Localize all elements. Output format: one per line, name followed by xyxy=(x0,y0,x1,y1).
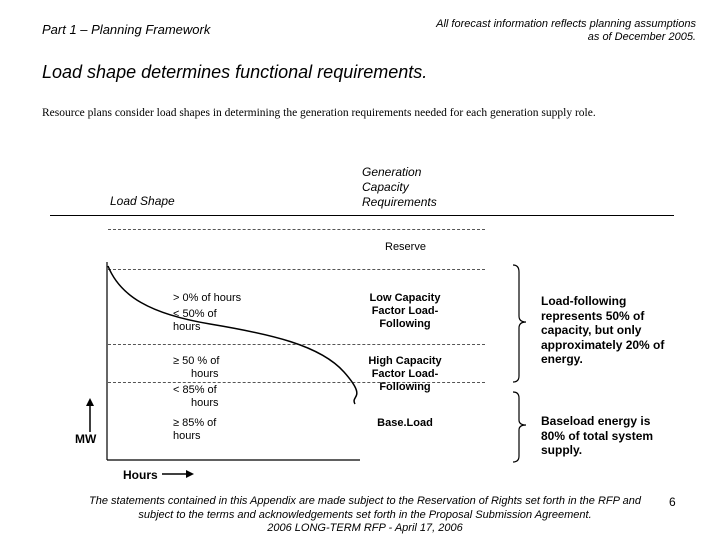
hours-label-line: < 50% of xyxy=(173,308,217,320)
hours-label-line: hours xyxy=(191,368,219,380)
hours-arrow-head xyxy=(186,470,194,478)
hours-label-line: hours xyxy=(173,321,201,333)
hours-label-band-2 xyxy=(173,355,219,410)
section-title: Part 1 – Planning Framework xyxy=(42,22,211,37)
hours-label-line: hours xyxy=(191,397,219,409)
load-shape-column-heading: Load Shape xyxy=(110,194,175,208)
page-headline: Load shape determines functional requirements. xyxy=(42,62,428,82)
load-duration-curve xyxy=(108,266,357,404)
capacity-label-band-1: Low Capacity Factor Load-Following xyxy=(369,292,441,330)
footer-statement: The statements contained in this Appendix are made subject to the Reservation of Rights set forth in the RFP and subject to the terms and acknowledgements set forth in the Proposal Submission Agreement. xyxy=(89,495,641,521)
mw-arrow-head xyxy=(86,398,94,406)
footer-document-id: 2006 LONG-TERM RFP - April 17, 2006 xyxy=(267,522,463,534)
baseload-note: Baseload energy is 80% of total system supply. xyxy=(541,414,654,457)
y-axis-label: MW xyxy=(75,432,97,446)
capacity-label-band-3: Base.Load xyxy=(377,417,433,429)
hours-label-line: > 0% of hours xyxy=(173,292,242,304)
hours-label-band-3 xyxy=(173,417,216,443)
capacity-label-band-2: High Capacity Factor Load-Following xyxy=(368,355,442,393)
generation-heading-line: Generation xyxy=(362,165,422,179)
hours-label-line: ≥ 50 % of xyxy=(173,355,220,367)
hours-label-band-1 xyxy=(173,292,241,334)
hours-label-line: hours xyxy=(173,430,201,442)
baseload-bracket xyxy=(513,392,526,462)
load-following-note: Load-following represents 50% of capacity, but only approximately 20% of energy. xyxy=(541,294,665,366)
generation-heading-line: Requirements xyxy=(362,195,437,209)
forecast-disclaimer: All forecast information reflects planning assumptions as of December 2005. xyxy=(436,18,696,43)
load-following-bracket xyxy=(513,265,526,382)
hours-label-line: ≥ 85% of xyxy=(173,417,217,429)
reserve-label: Reserve xyxy=(385,241,426,253)
hours-label-line: < 85% of xyxy=(173,384,217,396)
intro-text: Resource plans consider load shapes in determining the generation requirements needed for each generation supply role. xyxy=(42,107,596,119)
x-axis-label: Hours xyxy=(123,468,158,482)
generation-heading-line: Capacity xyxy=(362,180,409,194)
page-number: 6 xyxy=(669,495,676,509)
footer xyxy=(80,495,650,536)
